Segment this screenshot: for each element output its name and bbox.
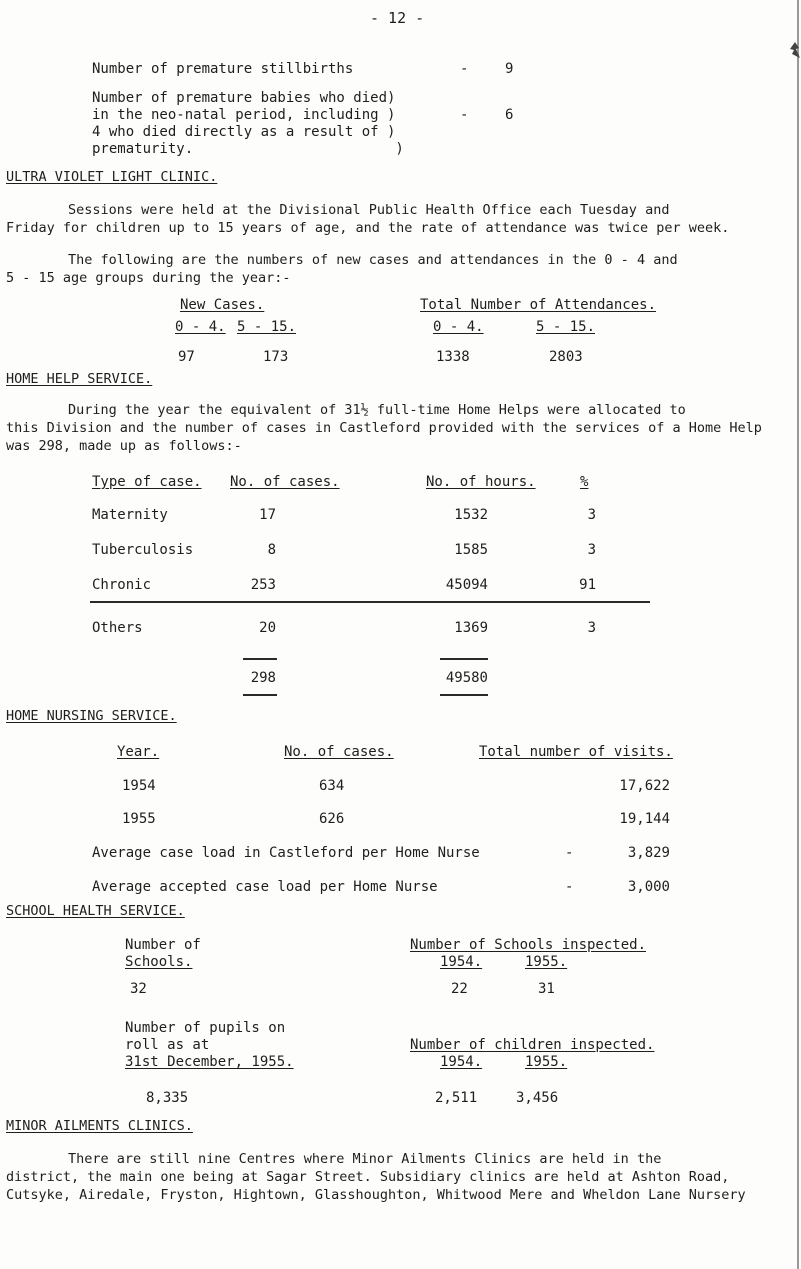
page-edge-line bbox=[797, 0, 799, 1269]
children-inspected-value: 2,511 bbox=[435, 1090, 478, 1106]
total-cases: 298 bbox=[250, 670, 276, 686]
home-help-para-line: During the year the equivalent of 31½ full-time Home Helps were allocated to bbox=[68, 402, 686, 418]
schools-label: Schools. bbox=[125, 954, 193, 970]
ultra-violet-para-line: 5 - 15 age groups during the year:- bbox=[6, 270, 291, 286]
home-help-para-line: this Division and the number of cases in Castleford provided with the services of a Home Help bbox=[6, 420, 762, 436]
avg-case-load-value: 3,829 bbox=[627, 845, 670, 861]
year-label: 1955. bbox=[525, 1054, 568, 1070]
total-hours: 49580 bbox=[445, 670, 488, 686]
stillbirths-dash: - bbox=[460, 61, 469, 77]
premature-babies-line: in the neo-natal period, including ) bbox=[92, 107, 396, 123]
row-cases: 20 bbox=[259, 620, 276, 636]
col-header-pct: % bbox=[580, 474, 589, 490]
col-header-visits: Total number of visits. bbox=[479, 744, 673, 760]
col-header-year: Year. bbox=[117, 744, 160, 760]
premature-babies-line: Number of premature babies who died) bbox=[92, 90, 396, 106]
row-hours: 45094 bbox=[445, 577, 488, 593]
ultra-violet-para-line: Sessions were held at the Divisional Public Health Office each Tuesday and bbox=[68, 202, 670, 218]
home-help-heading: HOME HELP SERVICE. bbox=[6, 371, 153, 387]
pupils-label: roll as at bbox=[125, 1037, 210, 1053]
row-pct: 91 bbox=[579, 577, 596, 593]
age-group-label: 0 - 4. bbox=[175, 319, 226, 335]
age-group-label: 5 - 15. bbox=[536, 319, 596, 335]
premature-babies-dash: - bbox=[460, 107, 469, 123]
pupils-on-roll-value: 8,335 bbox=[146, 1090, 189, 1106]
nursing-row-cases: 634 bbox=[319, 778, 345, 794]
uv-value: 1338 bbox=[436, 349, 470, 365]
age-group-label: 5 - 15. bbox=[237, 319, 297, 335]
nursing-row-cases: 626 bbox=[319, 811, 345, 827]
children-inspected-label: Number of children inspected. bbox=[410, 1037, 655, 1053]
row-hours: 1585 bbox=[454, 542, 488, 558]
total-rule bbox=[440, 658, 488, 660]
minor-ailments-heading: MINOR AILMENTS CLINICS. bbox=[6, 1118, 193, 1134]
row-hours: 1369 bbox=[454, 620, 488, 636]
row-pct: 3 bbox=[587, 620, 596, 636]
schools-inspected-value: 22 bbox=[451, 981, 468, 997]
avg-accepted-value: 3,000 bbox=[627, 879, 670, 895]
age-group-label: 0 - 4. bbox=[433, 319, 484, 335]
nursing-row-visits: 17,622 bbox=[619, 778, 670, 794]
premature-babies-line: 4 who died directly as a result of ) bbox=[92, 124, 396, 140]
total-attendances-header: Total Number of Attendances. bbox=[420, 297, 657, 313]
schools-inspected-value: 31 bbox=[538, 981, 555, 997]
home-help-para-line: was 298, made up as follows:- bbox=[6, 438, 242, 454]
children-inspected-value: 3,456 bbox=[516, 1090, 559, 1106]
row-cases: 8 bbox=[267, 542, 276, 558]
row-type: Chronic bbox=[92, 577, 152, 593]
year-label: 1954. bbox=[440, 954, 483, 970]
margin-mark-icon bbox=[788, 40, 801, 64]
ultra-violet-para-line: Friday for children up to 15 years of age, and the rate of attendance was twice per week. bbox=[6, 220, 730, 236]
stillbirths-label: Number of premature stillbirths bbox=[92, 61, 354, 77]
premature-babies-line: prematurity. ) bbox=[92, 141, 404, 157]
ultra-violet-para-line: The following are the numbers of new cases and attendances in the 0 - 4 and bbox=[68, 252, 678, 268]
row-pct: 3 bbox=[587, 507, 596, 523]
uv-value: 97 bbox=[178, 349, 195, 365]
year-label: 1954. bbox=[440, 1054, 483, 1070]
col-header-nursing-cases: No. of cases. bbox=[284, 744, 394, 760]
row-type: Maternity bbox=[92, 507, 168, 523]
row-type: Tuberculosis bbox=[92, 542, 194, 558]
avg-accepted-label: Average accepted case load per Home Nurse bbox=[92, 879, 438, 895]
premature-babies-value: 6 bbox=[505, 107, 514, 123]
schools-inspected-label: Number of Schools inspected. bbox=[410, 937, 647, 953]
year-label: 1955. bbox=[525, 954, 568, 970]
new-cases-header: New Cases. bbox=[180, 297, 265, 313]
col-header-hours: No. of hours. bbox=[426, 474, 536, 490]
row-cases: 17 bbox=[259, 507, 276, 523]
row-pct: 3 bbox=[587, 542, 596, 558]
stillbirths-value: 9 bbox=[505, 61, 514, 77]
row-type: Others bbox=[92, 620, 143, 636]
page-number: - 12 - bbox=[370, 9, 425, 27]
school-health-heading: SCHOOL HEALTH SERVICE. bbox=[6, 903, 185, 919]
total-rule bbox=[243, 694, 277, 696]
nursing-row-year: 1954 bbox=[122, 778, 156, 794]
row-hours: 1532 bbox=[454, 507, 488, 523]
avg-case-load-label: Average case load in Castleford per Home Nurse bbox=[92, 845, 480, 861]
pupils-label: Number of pupils on bbox=[125, 1020, 286, 1036]
pupils-label: 31st December, 1955. bbox=[125, 1054, 294, 1070]
uv-value: 173 bbox=[263, 349, 289, 365]
num-schools-value: 32 bbox=[130, 981, 147, 997]
total-rule bbox=[440, 694, 488, 696]
nursing-row-visits: 19,144 bbox=[619, 811, 670, 827]
avg-case-load-dash: - bbox=[565, 845, 574, 861]
col-header-type: Type of case. bbox=[92, 474, 202, 490]
home-nursing-heading: HOME NURSING SERVICE. bbox=[6, 708, 177, 724]
minor-ailments-line: Cutsyke, Airedale, Fryston, Hightown, Glasshoughton, Whitwood Mere and Wheldon Lane Nursery bbox=[6, 1187, 746, 1203]
row-cases: 253 bbox=[250, 577, 276, 593]
minor-ailments-line: There are still nine Centres where Minor Ailments Clinics are held in the bbox=[68, 1151, 662, 1167]
col-header-cases: No. of cases. bbox=[230, 474, 340, 490]
table-divider bbox=[90, 601, 650, 603]
uv-value: 2803 bbox=[549, 349, 583, 365]
ultra-violet-heading: ULTRA VIOLET LIGHT CLINIC. bbox=[6, 169, 218, 185]
total-rule bbox=[243, 658, 277, 660]
nursing-row-year: 1955 bbox=[122, 811, 156, 827]
avg-accepted-dash: - bbox=[565, 879, 574, 895]
schools-label: Number of bbox=[125, 937, 201, 953]
minor-ailments-line: district, the main one being at Sagar Street. Subsidiary clinics are held at Ashton Road, bbox=[6, 1169, 730, 1185]
